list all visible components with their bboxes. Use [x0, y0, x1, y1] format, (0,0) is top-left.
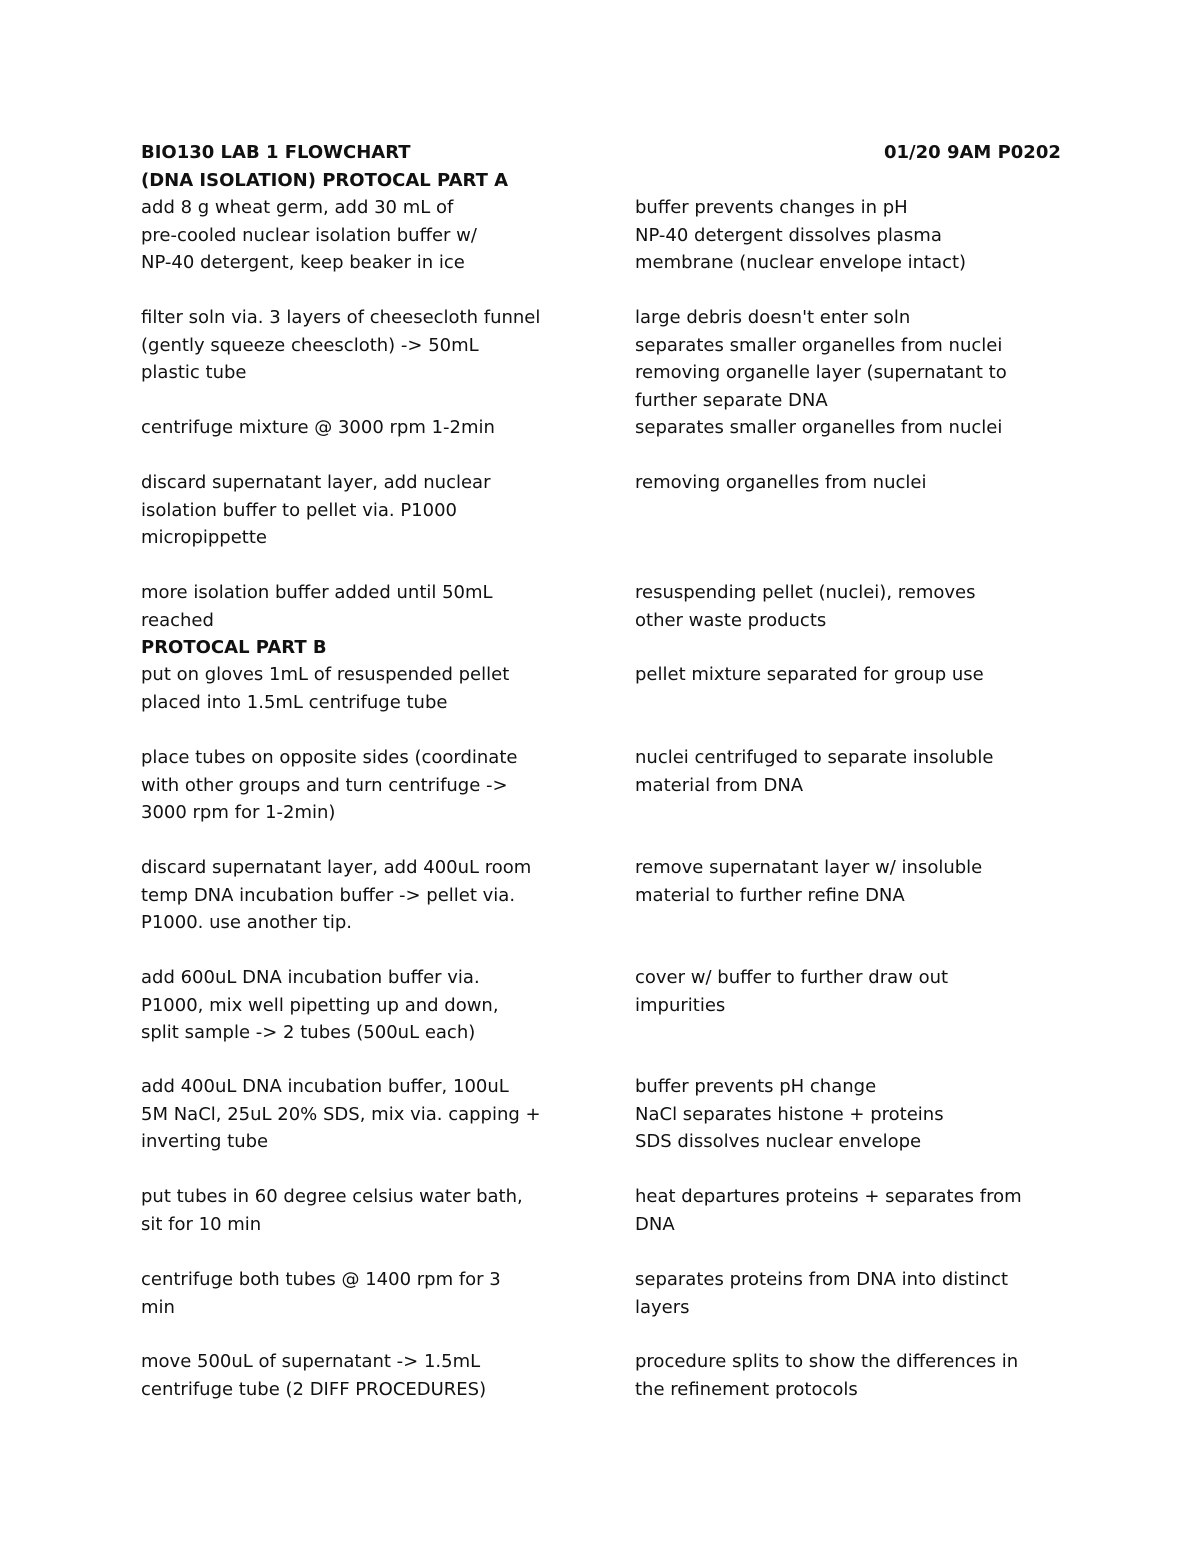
- part-b-heading: PROTOCAL PART B: [141, 637, 327, 658]
- step-7-explanation: [635, 744, 1075, 799]
- step-1-action: [141, 194, 581, 277]
- text-line: buffer prevents changes in pH: [635, 197, 908, 218]
- text-line: impurities: [635, 994, 726, 1016]
- text-line: put on gloves 1mL of resuspended pellet: [141, 664, 510, 685]
- text-line: put tubes in 60 degree celsius water bath,: [141, 1186, 523, 1207]
- step-9-action: [141, 964, 581, 1047]
- step-4-explanation: [635, 469, 1075, 497]
- text-line: centrifuge tube (2 DIFF PROCEDURES): [141, 1378, 487, 1400]
- text-line: 5M NaCl, 25uL 20% SDS, mix via. capping +: [141, 1103, 541, 1125]
- text-line: cover w/ buffer to further draw out: [635, 967, 949, 988]
- text-line: move 500uL of supernatant -> 1.5mL: [141, 1351, 481, 1372]
- step-12-explanation: [635, 1266, 1075, 1321]
- step-11-action: [141, 1183, 581, 1238]
- text-line: centrifuge mixture @ 3000 rpm 1-2min: [141, 417, 495, 438]
- text-line: other waste products: [635, 609, 827, 631]
- text-line: separates smaller organelles from nuclei: [635, 417, 1003, 438]
- text-line: split sample -> 2 tubes (500uL each): [141, 1022, 476, 1043]
- text-line: plastic tube: [141, 362, 247, 383]
- step-2-action: [141, 304, 581, 387]
- text-line: pellet mixture separated for group use: [635, 664, 984, 685]
- text-line: NP-40 detergent dissolves plasma: [635, 224, 942, 246]
- text-line: min: [141, 1296, 175, 1318]
- text-line: separates proteins from DNA into distinct: [635, 1269, 1009, 1290]
- step-5-explanation: [635, 579, 1075, 634]
- text-line: filter soln via. 3 layers of cheesecloth funnel: [141, 307, 541, 328]
- step-1-explanation: [635, 194, 1075, 277]
- text-line: P1000. use another tip.: [141, 912, 353, 933]
- step-12-action: [141, 1266, 581, 1321]
- step-6-action: [141, 661, 581, 716]
- text-line: place tubes on opposite sides (coordinate: [141, 747, 518, 768]
- text-line: large debris doesn't enter soln: [635, 307, 911, 328]
- text-line: inverting tube: [141, 1131, 269, 1152]
- text-line: micropippette: [141, 527, 267, 548]
- text-line: resuspending pellet (nuclei), removes: [635, 582, 976, 603]
- text-line: separates smaller organelles from nuclei: [635, 334, 1003, 356]
- step-2-explanation: [635, 304, 1075, 414]
- text-line: remove supernatant layer w/ insoluble: [635, 857, 983, 878]
- text-line: buffer prevents pH change: [635, 1076, 877, 1097]
- text-line: centrifuge both tubes @ 1400 rpm for 3: [141, 1269, 501, 1290]
- step-3-explanation: [635, 414, 1075, 442]
- text-line: add 8 g wheat germ, add 30 mL of: [141, 197, 454, 218]
- text-line: P1000, mix well pipetting up and down,: [141, 994, 499, 1016]
- text-line: NaCl separates histone + proteins: [635, 1103, 944, 1125]
- text-line: heat departures proteins + separates from: [635, 1186, 1022, 1207]
- step-9-explanation: [635, 964, 1075, 1019]
- step-4-action: [141, 469, 581, 552]
- text-line: material to further refine DNA: [635, 884, 905, 906]
- text-line: nuclei centrifuged to separate insoluble: [635, 747, 994, 768]
- text-line: membrane (nuclear envelope intact): [635, 252, 967, 273]
- text-line: more isolation buffer added until 50mL: [141, 582, 493, 603]
- text-line: SDS dissolves nuclear envelope: [635, 1131, 922, 1152]
- step-10-action: [141, 1073, 581, 1156]
- date-code: 01/20 9AM P0202: [884, 142, 1061, 163]
- text-line: further separate DNA: [635, 389, 828, 411]
- step-10-explanation: [635, 1073, 1075, 1156]
- text-line: removing organelles from nuclei: [635, 472, 927, 493]
- text-line: isolation buffer to pellet via. P1000: [141, 499, 457, 521]
- text-line: temp DNA incubation buffer -> pellet via.: [141, 884, 516, 906]
- step-13-action: [141, 1348, 581, 1403]
- document-title: BIO130 LAB 1 FLOWCHART: [141, 142, 411, 163]
- text-line: removing organelle layer (supernatant to: [635, 362, 1007, 383]
- text-line: layers: [635, 1296, 690, 1318]
- text-line: 3000 rpm for 1-2min): [141, 802, 336, 823]
- text-line: add 400uL DNA incubation buffer, 100uL: [141, 1076, 509, 1097]
- step-8-action: [141, 854, 581, 937]
- text-line: DNA: [635, 1213, 675, 1235]
- part-a-heading: (DNA ISOLATION) PROTOCAL PART A: [141, 170, 509, 191]
- step-8-explanation: [635, 854, 1075, 909]
- text-line: reached: [141, 609, 214, 631]
- text-line: placed into 1.5mL centrifuge tube: [141, 691, 448, 713]
- text-line: pre-cooled nuclear isolation buffer w/: [141, 224, 477, 246]
- text-line: discard supernatant layer, add nuclear: [141, 472, 491, 493]
- text-line: procedure splits to show the differences in: [635, 1351, 1019, 1372]
- text-line: add 600uL DNA incubation buffer via.: [141, 967, 480, 988]
- step-3-action: [141, 414, 581, 442]
- step-13-explanation: [635, 1348, 1075, 1403]
- step-11-explanation: [635, 1183, 1075, 1238]
- text-line: material from DNA: [635, 774, 804, 796]
- text-line: sit for 10 min: [141, 1213, 262, 1235]
- step-7-action: [141, 744, 581, 827]
- step-6-explanation: [635, 661, 1075, 689]
- text-line: the refinement protocols: [635, 1378, 858, 1400]
- text-line: NP-40 detergent, keep beaker in ice: [141, 252, 465, 273]
- text-line: (gently squeeze cheescloth) -> 50mL: [141, 334, 479, 356]
- step-5-action: [141, 579, 581, 634]
- text-line: discard supernatant layer, add 400uL room: [141, 857, 532, 878]
- text-line: with other groups and turn centrifuge ->: [141, 774, 508, 796]
